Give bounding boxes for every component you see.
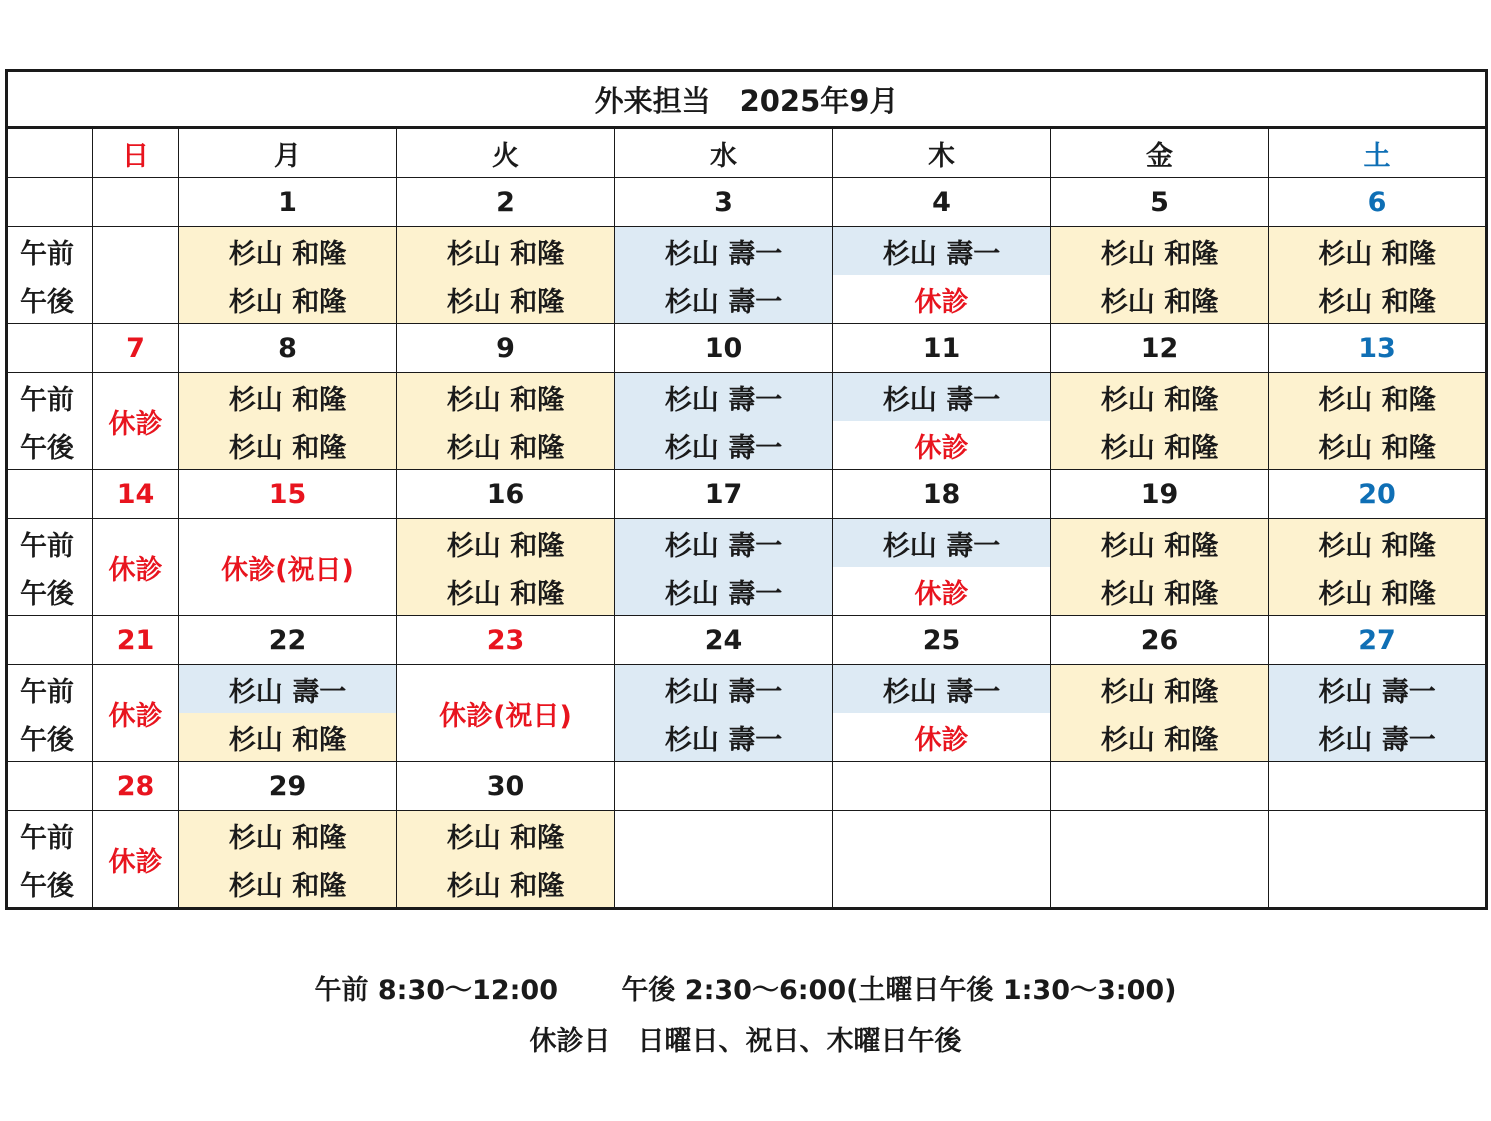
pm-label: 午後	[7, 275, 93, 324]
date-row	[7, 178, 1487, 227]
pm-doctor-slot: 杉山 壽一	[615, 421, 833, 470]
pm-doctor-slot: 杉山 和隆	[397, 859, 615, 909]
am-doctor-slot: 杉山 壽一	[1269, 665, 1487, 714]
am-doctor-slot: 杉山 和隆	[397, 227, 615, 276]
weekday-header: 土	[1269, 128, 1487, 178]
pm-doctor-slot: 杉山 和隆	[179, 275, 397, 324]
date-cell: 11	[833, 324, 1051, 373]
pm-doctor-slot: 休診	[833, 713, 1051, 762]
am-doctor-slot: 杉山 和隆	[1269, 519, 1487, 568]
am-label: 午前	[7, 227, 93, 276]
pm-doctor-slot: 杉山 壽一	[615, 713, 833, 762]
date-row	[7, 616, 1487, 665]
date-cell: 30	[397, 762, 615, 811]
date-cell: 1	[179, 178, 397, 227]
am-row	[7, 811, 1487, 860]
empty-slot	[615, 811, 833, 909]
pm-doctor-slot: 杉山 和隆	[179, 859, 397, 909]
date-cell: 29	[179, 762, 397, 811]
date-cell: 17	[615, 470, 833, 519]
closed-day-slot: 休診	[93, 665, 179, 762]
date-cell: 28	[93, 762, 179, 811]
am-doctor-slot: 杉山 壽一	[833, 665, 1051, 714]
empty-slot	[1269, 811, 1487, 909]
am-doctor-slot: 杉山 壽一	[615, 665, 833, 714]
pm-doctor-slot: 杉山 和隆	[397, 275, 615, 324]
date-cell: 3	[615, 178, 833, 227]
weekday-header-row	[7, 128, 1487, 178]
corner-cell	[7, 128, 93, 178]
pm-label: 午後	[7, 421, 93, 470]
date-cell: 12	[1051, 324, 1269, 373]
am-label: 午前	[7, 665, 93, 714]
date-cell: 16	[397, 470, 615, 519]
date-cell	[1269, 762, 1487, 811]
am-doctor-slot: 杉山 和隆	[1051, 665, 1269, 714]
am-doctor-slot: 杉山 和隆	[1051, 373, 1269, 422]
pm-doctor-slot: 杉山 和隆	[1269, 567, 1487, 616]
closed-day-slot: 休診	[93, 373, 179, 470]
date-cell: 13	[1269, 324, 1487, 373]
date-cell: 25	[833, 616, 1051, 665]
date-row	[7, 470, 1487, 519]
date-cell: 23	[397, 616, 615, 665]
pm-doctor-slot: 杉山 壽一	[615, 275, 833, 324]
schedule-table	[5, 69, 1488, 910]
empty-slot	[1051, 811, 1269, 909]
closed-days-note: 休診日 日曜日、祝日、木曜日午後	[529, 1026, 962, 1057]
date-row-label	[7, 762, 93, 811]
am-doctor-slot: 杉山 壽一	[833, 373, 1051, 422]
weekday-header: 水	[615, 128, 833, 178]
pm-doctor-slot: 休診	[833, 567, 1051, 616]
am-doctor-slot: 杉山 和隆	[179, 227, 397, 276]
date-cell: 19	[1051, 470, 1269, 519]
closed-day-slot: 休診	[93, 811, 179, 909]
pm-row	[7, 713, 1487, 762]
date-row	[7, 324, 1487, 373]
am-doctor-slot: 杉山 壽一	[615, 227, 833, 276]
date-cell: 4	[833, 178, 1051, 227]
date-row-label	[7, 324, 93, 373]
weekday-header: 金	[1051, 128, 1269, 178]
date-cell: 21	[93, 616, 179, 665]
date-cell: 15	[179, 470, 397, 519]
date-cell: 20	[1269, 470, 1487, 519]
date-cell	[615, 762, 833, 811]
pm-doctor-slot: 杉山 和隆	[397, 567, 615, 616]
pm-doctor-slot: 杉山 和隆	[1051, 275, 1269, 324]
am-doctor-slot: 杉山 壽一	[615, 519, 833, 568]
date-cell: 14	[93, 470, 179, 519]
am-row	[7, 519, 1487, 568]
weekday-header: 日	[93, 128, 179, 178]
am-label: 午前	[7, 811, 93, 860]
date-row-label	[7, 470, 93, 519]
am-doctor-slot: 杉山 和隆	[397, 811, 615, 860]
am-label: 午前	[7, 519, 93, 568]
pm-doctor-slot: 杉山 壽一	[1269, 713, 1487, 762]
date-cell: 9	[397, 324, 615, 373]
pm-row	[7, 275, 1487, 324]
weekday-header: 火	[397, 128, 615, 178]
page-title: 外来担当 2025年9月	[7, 71, 1487, 128]
empty-slot	[93, 227, 179, 324]
pm-doctor-slot: 杉山 和隆	[1051, 567, 1269, 616]
closed-day-slot: 休診(祝日)	[397, 665, 615, 762]
date-cell	[1051, 762, 1269, 811]
date-cell: 5	[1051, 178, 1269, 227]
date-cell: 7	[93, 324, 179, 373]
am-doctor-slot: 杉山 和隆	[179, 811, 397, 860]
closed-day-slot: 休診(祝日)	[179, 519, 397, 616]
pm-doctor-slot: 杉山 和隆	[1051, 421, 1269, 470]
clinic-hours-note: 午前 8:30～12:00 午後 2:30～6:00(土曜日午後 1:30～3:00)	[314, 975, 1177, 1006]
closed-day-slot: 休診	[93, 519, 179, 616]
am-doctor-slot: 杉山 和隆	[1051, 519, 1269, 568]
empty-slot	[833, 811, 1051, 909]
pm-label: 午後	[7, 859, 93, 909]
pm-label: 午後	[7, 567, 93, 616]
date-cell: 18	[833, 470, 1051, 519]
pm-doctor-slot: 杉山 和隆	[1269, 275, 1487, 324]
pm-doctor-slot: 杉山 和隆	[1269, 421, 1487, 470]
am-doctor-slot: 杉山 和隆	[1051, 227, 1269, 276]
date-cell: 22	[179, 616, 397, 665]
pm-doctor-slot: 杉山 壽一	[615, 567, 833, 616]
weekday-header: 月	[179, 128, 397, 178]
am-doctor-slot: 杉山 壽一	[615, 373, 833, 422]
pm-doctor-slot: 杉山 和隆	[397, 421, 615, 470]
am-doctor-slot: 杉山 和隆	[179, 373, 397, 422]
date-cell: 26	[1051, 616, 1269, 665]
date-cell: 27	[1269, 616, 1487, 665]
am-row	[7, 373, 1487, 422]
am-doctor-slot: 杉山 和隆	[397, 373, 615, 422]
date-cell: 8	[179, 324, 397, 373]
pm-doctor-slot: 杉山 和隆	[179, 421, 397, 470]
am-doctor-slot: 杉山 和隆	[1269, 373, 1487, 422]
am-doctor-slot: 杉山 和隆	[1269, 227, 1487, 276]
am-doctor-slot: 杉山 壽一	[833, 519, 1051, 568]
date-cell: 6	[1269, 178, 1487, 227]
pm-doctor-slot: 杉山 和隆	[179, 713, 397, 762]
pm-doctor-slot: 杉山 和隆	[1051, 713, 1269, 762]
am-doctor-slot: 杉山 壽一	[833, 227, 1051, 276]
am-label: 午前	[7, 373, 93, 422]
pm-doctor-slot: 休診	[833, 275, 1051, 324]
date-cell	[833, 762, 1051, 811]
pm-doctor-slot: 休診	[833, 421, 1051, 470]
date-row-label	[7, 616, 93, 665]
date-cell: 10	[615, 324, 833, 373]
date-cell: 2	[397, 178, 615, 227]
am-row	[7, 665, 1487, 714]
am-doctor-slot: 杉山 壽一	[179, 665, 397, 714]
am-row	[7, 227, 1487, 276]
date-cell	[93, 178, 179, 227]
pm-row	[7, 421, 1487, 470]
am-doctor-slot: 杉山 和隆	[397, 519, 615, 568]
pm-label: 午後	[7, 713, 93, 762]
date-cell: 24	[615, 616, 833, 665]
date-row	[7, 762, 1487, 811]
weekday-header: 木	[833, 128, 1051, 178]
date-row-label	[7, 178, 93, 227]
